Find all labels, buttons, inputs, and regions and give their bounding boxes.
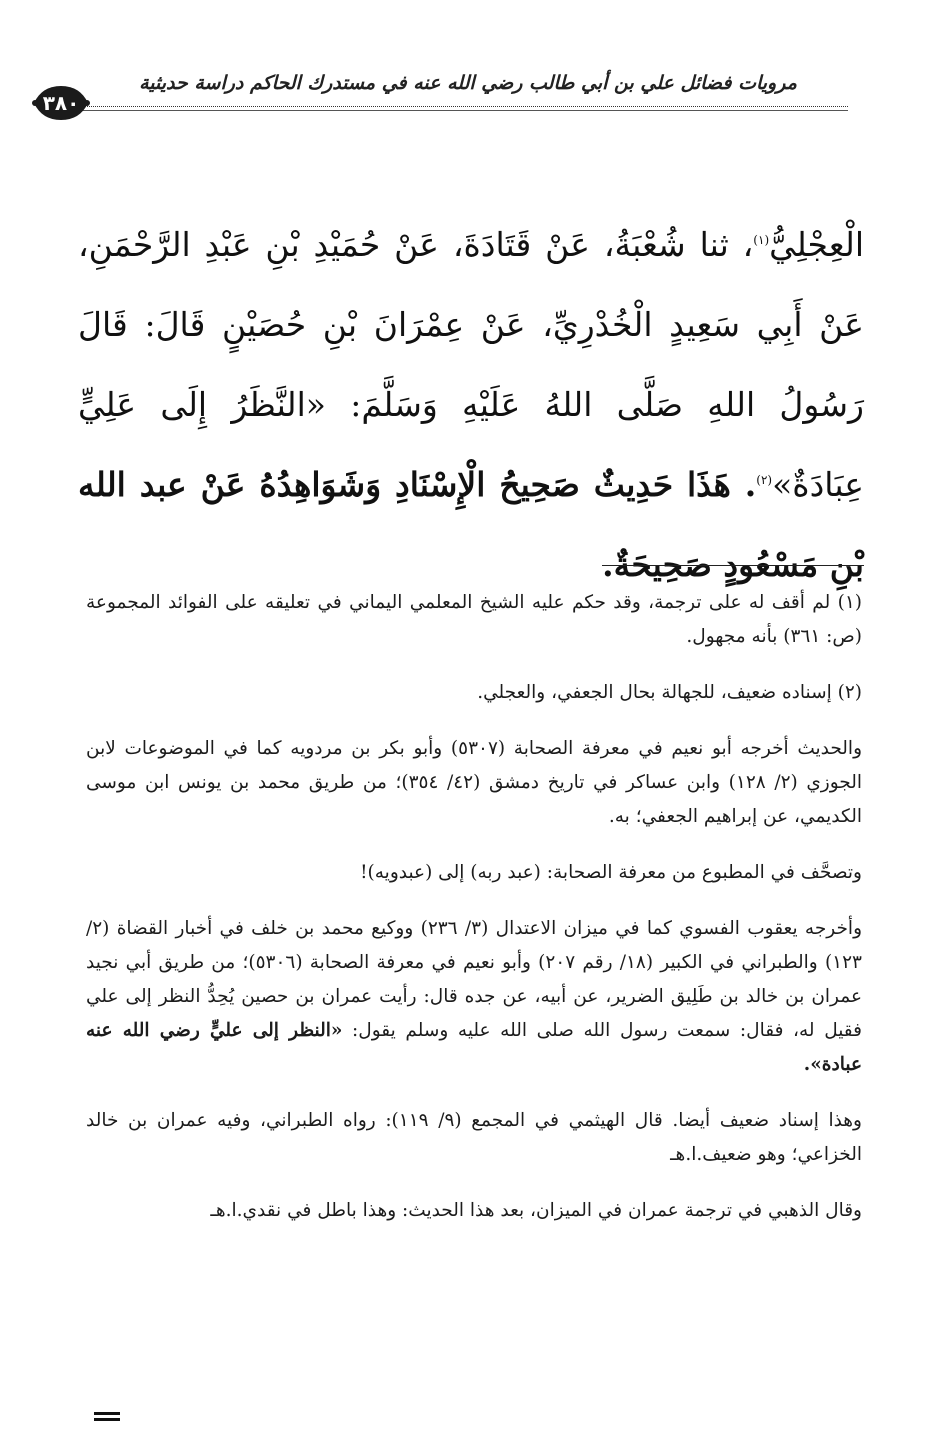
page-number: ٣٨٠ [42, 91, 80, 115]
footnote-ref-1[interactable]: (١) [753, 233, 770, 247]
header-dotted-rule [78, 106, 848, 107]
header-solid-rule [78, 110, 848, 111]
footnote-1: (١) لم أقف له على ترجمة، وقد حكم عليه الشيخ المعلمي اليماني في تعليقه على الفوائد المجموعة (ص: ٣٦١) بأنه مجهول. [86, 592, 862, 647]
footnote-paragraph: والحديث أخرجه أبو نعيم في معرفة الصحابة (٥٣٠٧) وأبو بكر بن مردويه كما في الموضوعات لابن الجوزي (٢/ ١٢٨) وابن عساكر في تاريخ دمشق (٤٢/ ٣٥٤)؛ من طريق محمد بن يونس ابن موسى الكديمي، عن إبراهيم الجعفي؛ به. [86, 738, 863, 827]
running-header [78, 70, 848, 118]
hakim-verdict: . هَذَا حَدِيثٌ صَحِيحُ الْإِسْنَادِ وَشَوَاهِدُهُ عَنْ عبد الله بْنِ مَسْعُودٍ صَحِيحَةٌ. [78, 465, 864, 584]
footnote-ref-2[interactable]: (٢) [756, 473, 773, 487]
footnote-paragraph: وتصحَّف في المطبوع من معرفة الصحابة: (عبد ربه) إلى (عبدويه)! [360, 862, 862, 883]
footnote-separator [602, 565, 864, 566]
footnote-text: وأخرجه يعقوب الفسوي كما في ميزان الاعتدال (٣/ ٢٣٦) ووكيع محمد بن خلف في أخبار القضاة (٢/ ١٢٣) والطبراني في الكبير (١٨/ رقم ٢٠٧) وأبو نعيم في معرفة الصحابة (٥٣٠٦)؛ من طريق أبي نجيد عمران بن خالد بن طَلِيق الضرير، عن أبيه، عن جده قال: رأيت عمران بن حصين يُحِدُّ النظر إلى علي فقيل له، فقال: سمعت رسول الله صلى الله عليه وسلم يقول: [86, 918, 863, 1041]
footnotes [86, 586, 862, 1250]
footnote-2: (٢) إسناده ضعيف، للجهالة بحال الجعفي، والعجلي. [477, 682, 862, 703]
main-text [78, 205, 864, 605]
page-number-badge [30, 82, 92, 124]
footnote-paragraph: وقال الذهبي في ترجمة عمران في الميزان، بعد هذا الحديث: وهذا باطل في نقدي.ا.هـ [210, 1200, 862, 1221]
footnote-paragraph: وهذا إسناد ضعيف أيضا. قال الهيثمي في المجمع (٩/ ١١٩): رواه الطبراني، وفيه عمران بن خالد الخزاعي؛ وهو ضعيف.ا.هـ [86, 1110, 862, 1165]
hadith-chain: ، ثنا شُعْبَةُ، عَنْ قَتَادَةَ، عَنْ حُمَيْدِ بْنِ عَبْدِ الرَّحْمَنِ، عَنْ أَبِي سَعِيدٍ الْخُدْرِيِّ، عَنْ عِمْرَانَ بْنِ حُصَيْنٍ قَالَ: قَالَ رَسُولُ اللهِ صَلَّى اللهُ عَلَيْهِ وَسَلَّمَ: «النَّظَرُ إِلَى عَلِيٍّ عِبَادَةٌ» [78, 225, 864, 504]
footnote-quote: «النظر إلى عليٍّ رضي الله عنه عبادة». [86, 1020, 862, 1075]
footnote-paragraph [86, 912, 862, 1082]
continuation-mark-icon [94, 1412, 120, 1422]
narrator-name: الْعِجْلِيُّ [769, 225, 864, 264]
header-title: مرويات فضائل علي بن أبي طالب رضي الله عنه في مستدرك الحاكم دراسة حديثية [139, 72, 797, 94]
